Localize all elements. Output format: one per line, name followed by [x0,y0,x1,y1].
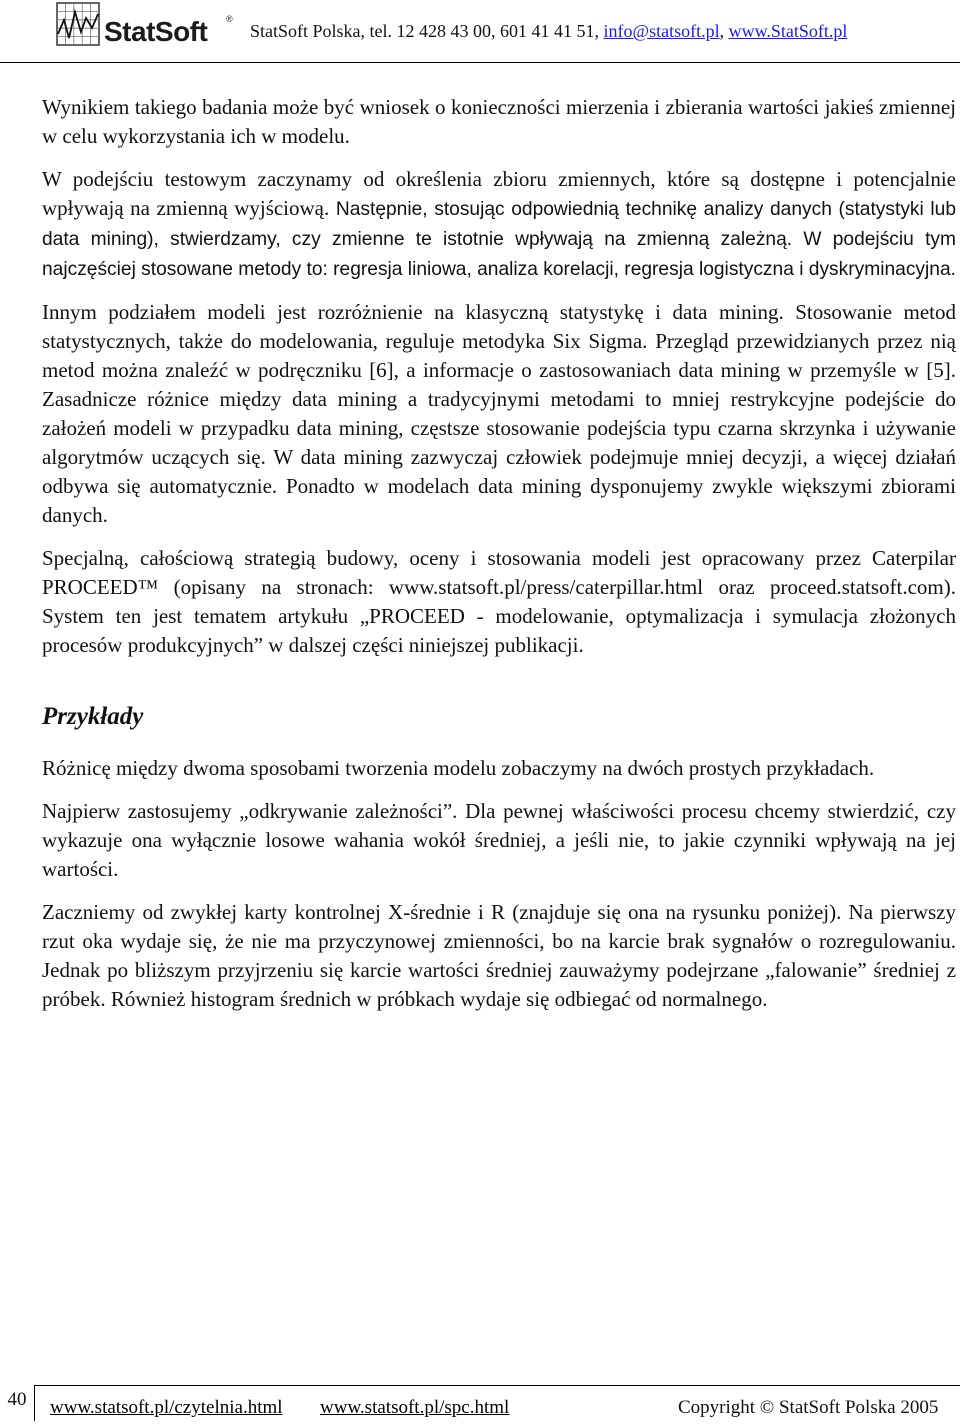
paragraph-2-text-b: Następnie, stosując odpowiednią technikę analizy danych (statystyki lub data mining), stwierdzamy, czy zmienne te istotnie wpływają na zmienną zależną. [42,199,956,250]
footer-divider [34,1385,960,1386]
statsoft-logo [56,2,246,50]
header-website-link[interactable]: www.StatSoft.pl [728,21,848,41]
paragraph-2-text-c: W podejściu tym najczęściej stosowane metody to: regresja liniowa, analiza korelacji, regresja logistyczna i dyskryminacyjna. [42,229,956,280]
paragraph-2-text-a: W podejściu testowym zaczynamy od określenia zbioru zmiennych, które są dostępne i potencjalnie wpływają na zmienną wyjściową. [42,167,956,220]
footer-link-czytelnia[interactable]: www.statsoft.pl/czytelnia.html [50,1397,283,1418]
term-data-mining: data mining [672,300,779,324]
paragraph-1-text: Wynikiem takiego badania może być wniosek o konieczności mierzenia i zbierania wartości jakieś zmiennej w celu wykorzystania ich w modelu. [42,95,956,148]
paragraph-5-text: Różnicę między dwoma sposobami tworzenia modelu zobaczymy na dwóch prostych przykładach. [42,756,875,780]
paragraph-1 [42,93,956,151]
term-data-mining: data mining [292,387,398,411]
header-company: StatSoft Polska, tel. 12 428 43 00, 601 41 41 51, [250,21,604,41]
section-heading: Przykłady [42,703,144,730]
paragraph-2 [42,165,956,284]
paragraph-4-text: Specjalną, całościową strategią budowy, oceny i stosowania modeli jest opracowany przez Caterpilar PROCEED™ (opisany na stronach: www.statsoft.pl/press/caterpillar.html oraz proceed.statsoft.com). System ten jest tematem artykułu „PROCEED - modelowanie, optymalizacja i symulacja złożonych procesów produkcyjnych” w dalszej części niniejszej publikacji. [42,546,956,657]
paragraph-3-text-e: w przemyśle w [5]. Zasadnicze różnice między [42,358,956,411]
registered-mark: ® [226,14,233,24]
paragraph-5 [42,754,956,783]
page-header [0,0,960,64]
page-footer [0,1385,960,1425]
paragraph-7 [42,898,956,1014]
paragraph-3 [42,298,956,530]
paragraph-3-text-i: , częstsze stosowanie podejścia typu czarna skrzynka i używanie algorytmów uczących się. W [42,416,956,469]
footer-copyright: Copyright © StatSoft Polska 2005 [678,1397,939,1418]
paragraph-3-text-c: . Stosowanie metod statystycznych, także do modelowania, reguluje metodyka Six Sigma. Przegląd przewidzianych przez nią metod można znaleźć w podręczniku [6], a informacje o zastosowaniach [42,300,956,382]
header-email-link[interactable]: info@statsoft.pl [603,21,720,41]
logo-wordmark: StatSoft [104,16,208,47]
header-divider [0,62,960,63]
footer-link-spc[interactable]: www.statsoft.pl/spc.html [320,1397,510,1418]
header-contact [250,21,847,42]
paragraph-6 [42,797,956,884]
term-data-mining: data mining [300,445,403,469]
header-separator: , [719,21,729,41]
term-data-mining: data mining [678,358,781,382]
paragraph-3-text-k: zazwyczaj człowiek podejmuje mniej decyzji, a więcej działań odbywa się automatycznie. Ponadto w modelach data mining dysponujemy zwykle większymi zbiorami danych. [42,445,956,527]
paragraph-4 [42,544,956,660]
paragraph-3-text-g: a tradycyjnymi metodami to mniej restrykcyjne podejście do założeń modeli w przypadku [42,387,957,440]
term-data-mining: data mining [296,416,399,440]
document-body [42,93,956,1014]
paragraph-7-text: Zaczniemy od zwykłej karty kontrolnej X-średnie i R (znajduje się ona na rysunku poniżej). Na pierwszy rzut oka wydaje się, że nie ma przyczynowej zmienności, bo na karcie brak sygnałów o rozregulowaniu. Jednak po bliższym przyjrzeniu się karcie wartości średniej zauważymy podejrzane „falowanie” średniej z próbek. Również histogram średnich w próbkach wydaje się odbiegać od normalnego. [42,900,956,1011]
paragraph-6-text: Najpierw zastosujemy „odkrywanie zależności”. Dla pewnej właściwości procesu chcemy stwierdzić, czy wykazuje ona wyłącznie losowe wahania wokół średniej, a jeśli nie, to jakie czynniki wpływają na jej wartości. [42,799,956,881]
paragraph-3-text-a: Innym podziałem modeli jest rozróżnienie na klasyczną statystykę i [42,300,673,324]
chart-grid-icon [56,2,100,46]
page-number: 40 [0,1385,35,1421]
